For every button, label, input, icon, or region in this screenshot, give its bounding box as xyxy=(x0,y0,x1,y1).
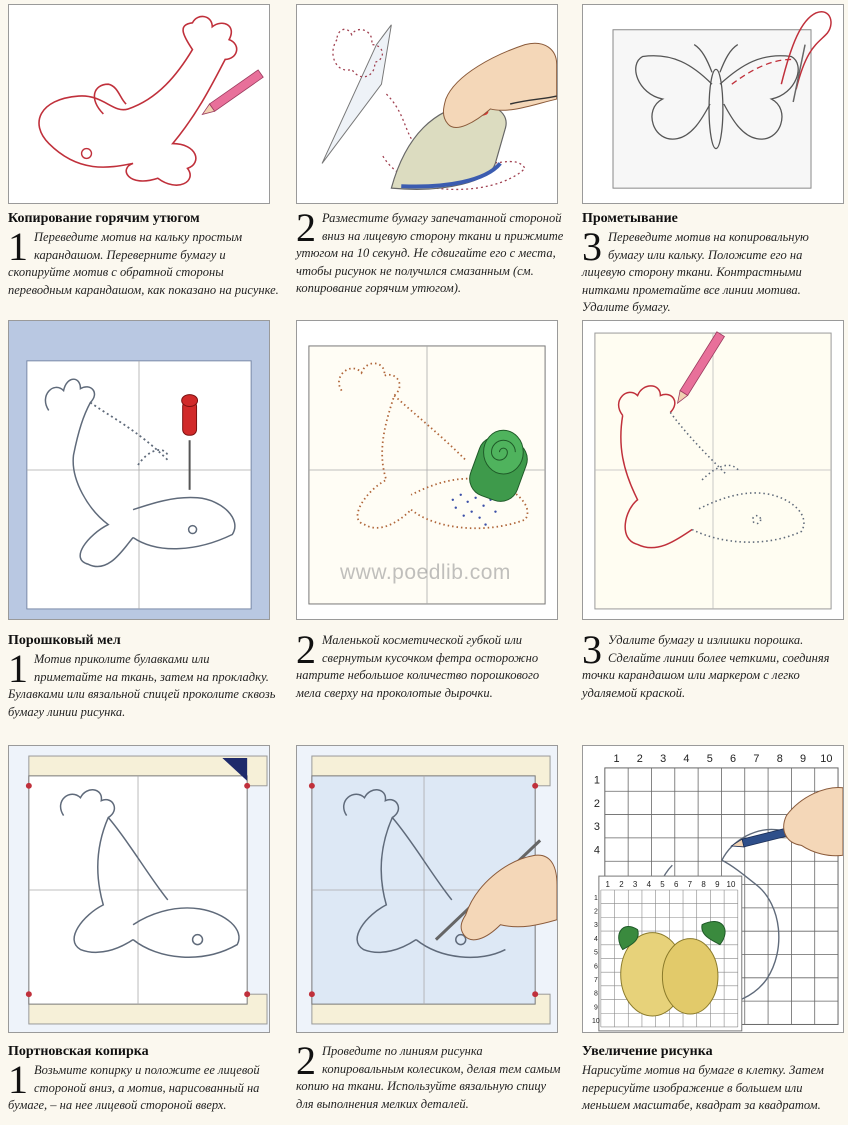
step-number: 2 xyxy=(296,205,316,250)
small-grid-row-label: 3 xyxy=(593,922,598,930)
section-heading: Копирование горячим утюгом xyxy=(8,211,200,226)
small-grid-row-label: 2 xyxy=(593,908,598,916)
section-hot-iron-step2-caption xyxy=(296,205,564,298)
grid-column-label: 1 xyxy=(613,752,620,765)
step-number: 2 xyxy=(296,627,316,672)
section-hot-iron-caption xyxy=(8,210,280,299)
fish-tracing-svg xyxy=(9,5,269,203)
step-text: Разместите бумагу запечатанной стороной вниз на лицевую сторону ткани и прижмите утюгом на 10 секунд. Не сдвигайте его с места, чтобы рисунок не получился смазанным (см. копирование горячим утюгом). xyxy=(296,211,564,295)
small-grid-column-label: 3 xyxy=(632,880,638,890)
step-number: 3 xyxy=(582,224,602,269)
small-grid-column-label: 1 xyxy=(605,880,610,890)
section-heading: Порошковый мел xyxy=(8,633,121,648)
step-text: Переведите мотив на кальку простым карандашом. Переверните бумагу и скопируйте мотив с обратной стороны переводным карандашом, как показано на рисунке. xyxy=(8,230,279,297)
small-grid-column-label: 2 xyxy=(619,880,624,890)
grid-column-label: 7 xyxy=(753,752,760,765)
small-grid-row-label: 6 xyxy=(593,963,598,971)
grid-row-label: 4 xyxy=(593,844,600,857)
butterfly-basting-svg xyxy=(583,5,843,203)
section-heading: Увеличение рисунка xyxy=(582,1044,713,1059)
section-basting-caption xyxy=(582,210,840,317)
section-chalk-step2-caption xyxy=(296,627,564,702)
tracing-wheel-svg xyxy=(297,746,557,1032)
step-number: 1 xyxy=(8,646,28,691)
fish-motif-red xyxy=(39,16,237,185)
step-number: 1 xyxy=(8,224,28,269)
small-grid-column-label: 7 xyxy=(687,880,693,890)
illustration-hot-iron xyxy=(296,4,558,204)
small-grid-column-label: 9 xyxy=(715,880,720,890)
step-text: Мотив приколите булавками или приметайте на ткань, затем на прокладку. Булавками или вязальной спицей проколите сквозь бумагу линии рисунка. xyxy=(8,652,276,719)
step-text: Нарисуйте мотив на бумаге в клетку. Затем перерисуйте изображение в большем или меньшем масштабе, квадрат за квадратом. xyxy=(582,1063,824,1112)
pink-pencil-icon xyxy=(200,70,263,118)
grid-column-label: 5 xyxy=(706,752,713,765)
grid-column-label: 6 xyxy=(730,752,737,765)
step-text: Переведите мотив на копировальную бумагу или кальку. Положите его на лицевую сторону ткани. Контрастными нитками прометайте все линии мотива. Удалите бумагу. xyxy=(582,230,809,314)
small-grid-row-label: 10 xyxy=(592,1018,600,1026)
pin-pricking-svg xyxy=(9,321,269,619)
small-grid-row-label: 1 xyxy=(593,894,598,902)
section-carbon-caption xyxy=(8,1043,280,1115)
section-enlarging-caption xyxy=(582,1043,840,1115)
step-text: Возьмите копирку и положите ее лицевой стороной вниз, а мотив, нарисованный на бумаге, – на нее лицевой стороной вверх. xyxy=(8,1063,260,1112)
small-grid-column-label: 4 xyxy=(646,880,651,890)
small-grid-column-label: 5 xyxy=(660,880,665,890)
carbon-paper-svg xyxy=(9,746,269,1032)
section-heading: Прометывание xyxy=(582,211,678,226)
illustration-carbon-paper xyxy=(8,745,270,1033)
grid-column-label: 9 xyxy=(800,752,807,765)
connect-dots-svg xyxy=(583,321,843,619)
grid-enlarging-svg xyxy=(583,746,843,1032)
small-grid-row-label: 5 xyxy=(593,949,598,957)
small-grid-column-label: 8 xyxy=(701,880,706,890)
watermark-text: www.poedlib.com xyxy=(340,561,511,584)
step-number: 1 xyxy=(8,1057,28,1102)
small-grid-column-label: 10 xyxy=(726,880,736,890)
grid-column-label: 4 xyxy=(683,752,690,765)
grid-row-label: 1 xyxy=(593,774,600,787)
illustration-grid-enlarging xyxy=(582,745,844,1033)
small-grid-row-label: 7 xyxy=(593,976,598,984)
step-text: Маленькой косметической губкой или свернутым кусочком фетра осторожно натрите небольшое количество порошкового мела сверху на проколотые дырочки. xyxy=(296,633,540,700)
step-text: Проведите по линиям рисунка копировальным колесиком, делая тем самым копию на ткани. Используйте вязальную спицу для выполнения мелких деталей. xyxy=(296,1044,561,1111)
section-chalk-step3-caption xyxy=(582,627,840,702)
step-number: 3 xyxy=(582,627,602,672)
grid-column-label: 8 xyxy=(776,752,783,765)
grid-column-label: 2 xyxy=(636,752,643,765)
illustration-connect-dots xyxy=(582,320,844,620)
section-heading: Портновская копирка xyxy=(8,1044,149,1059)
illustration-pin-pricking xyxy=(8,320,270,620)
small-grid-row-label: 4 xyxy=(593,935,598,943)
hot-iron-svg xyxy=(297,5,557,203)
small-grid-column-label: 6 xyxy=(673,880,679,890)
grid-row-label: 2 xyxy=(593,797,600,810)
grid-column-label: 10 xyxy=(820,752,833,765)
grid-column-label: 3 xyxy=(660,752,667,765)
grid-row-label: 3 xyxy=(593,821,600,834)
small-grid-row-label: 9 xyxy=(593,1004,598,1012)
section-chalk-caption xyxy=(8,632,280,721)
small-grid-row-label: 8 xyxy=(593,990,598,998)
step-number: 2 xyxy=(296,1038,316,1083)
illustration-basting-butterfly xyxy=(582,4,844,204)
illustration-fish-tracing-pencil xyxy=(8,4,270,204)
illustration-tracing-wheel xyxy=(296,745,558,1033)
section-carbon-step2-caption xyxy=(296,1038,564,1113)
step-text: Удалите бумагу и излишки порошка. Сделайте линии более четкими, соединяя точки карандашом или маркером с легко удаляемой краской. xyxy=(582,633,830,700)
